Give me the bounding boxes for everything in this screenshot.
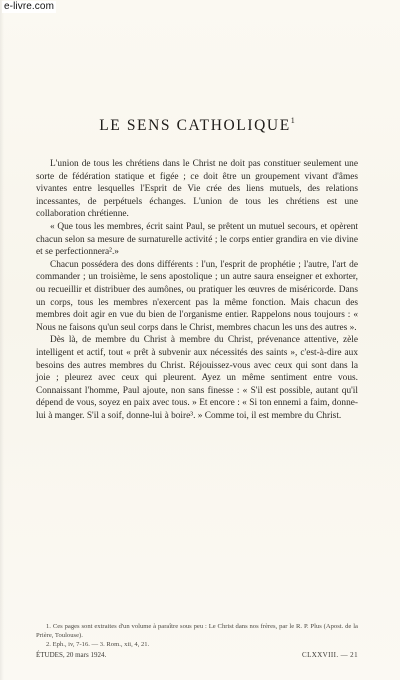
footnote-2: 2. Eph., iv, 7-16. — 3. Rom., xii, 4, 21. [46,641,150,648]
article-title-text: LE SENS CATHOLIQUE [99,117,291,134]
paragraph-3: Chacun possédera des dons différents : l'un, l'esprit de prophétie ; l'autre, l'art de commander ; un troisième, le sens apostolique ; un autre saura enseigner et exhorter, ou recueillir et distribuer des aumônes, ou pratiquer les œuvres de miséricorde. Dans un corps, tous les membres n'exercent pas la même fonction. Mais chacun des membres doit agir en vue du bien de l'organisme entier. Rappelons nous toujours : « Nous ne faisons qu'un seul corps dans le Christ, membres chacun les uns des autres ». [36,259,358,333]
page-edge-shadow [0,0,4,680]
article-title [36,111,358,136]
footnotes [36,622,358,649]
page-footer [36,650,358,660]
paragraph-1: L'union de tous les chrétiens dans le Christ ne doit pas constituer seulement une sorte de fédération statique et figée ; ce doit être un groupement vivant d'âmes vivantes entre lesquelles l'Esprit de Vie crée des liens mutuels, des relations incessantes, de perpétuels échanges. L'union de tous les chrétiens est une collaboration chrétienne. [36,159,358,220]
journal-date: ÉTUDES, 20 mars 1924. [36,651,107,659]
signature-mark: CLXXVIII. — 21 [302,651,358,659]
footnote-1: 1. Ces pages sont extraites d'un volume à paraître sous peu : Le Christ dans nos frères, par le R. P. Plus (Apost. de la Prière, Toulouse). [36,623,358,639]
site-watermark: e-livre.com [4,1,54,12]
title-footnote-mark: 1 [290,116,295,125]
paragraph-2: « Que tous les membres, écrit saint Paul, se prêtent un mutuel secours, et opèrent chacun selon sa mesure de surnaturelle activité ; le corps entier grandira en vie divine et se perfectionnera².» [36,221,358,258]
article-body [36,158,358,422]
paragraph-4: Dès là, de membre du Christ à membre du Christ, prévenance attentive, zèle intelligent et actif, tout « prêt à subvenir aux nécessités des saints », c'est-à-dire aux besoins des autres membres du Christ. Réjouissez-vous avec ceux qui sont dans la joie ; pleurez avec ceux qui pleurent. Ayez un même sentiment entre vous. Connaissant l'homme, Paul ajoute, non sans finesse : « S'il est possible, autant qu'il dépend de vous, soyez en paix avec tous. » Et encore : « Si ton ennemi a faim, donne-lui à manger. S'il a soif, donne-lui à boire³. » Comme toi, il est membre du Christ. [36,335,358,421]
